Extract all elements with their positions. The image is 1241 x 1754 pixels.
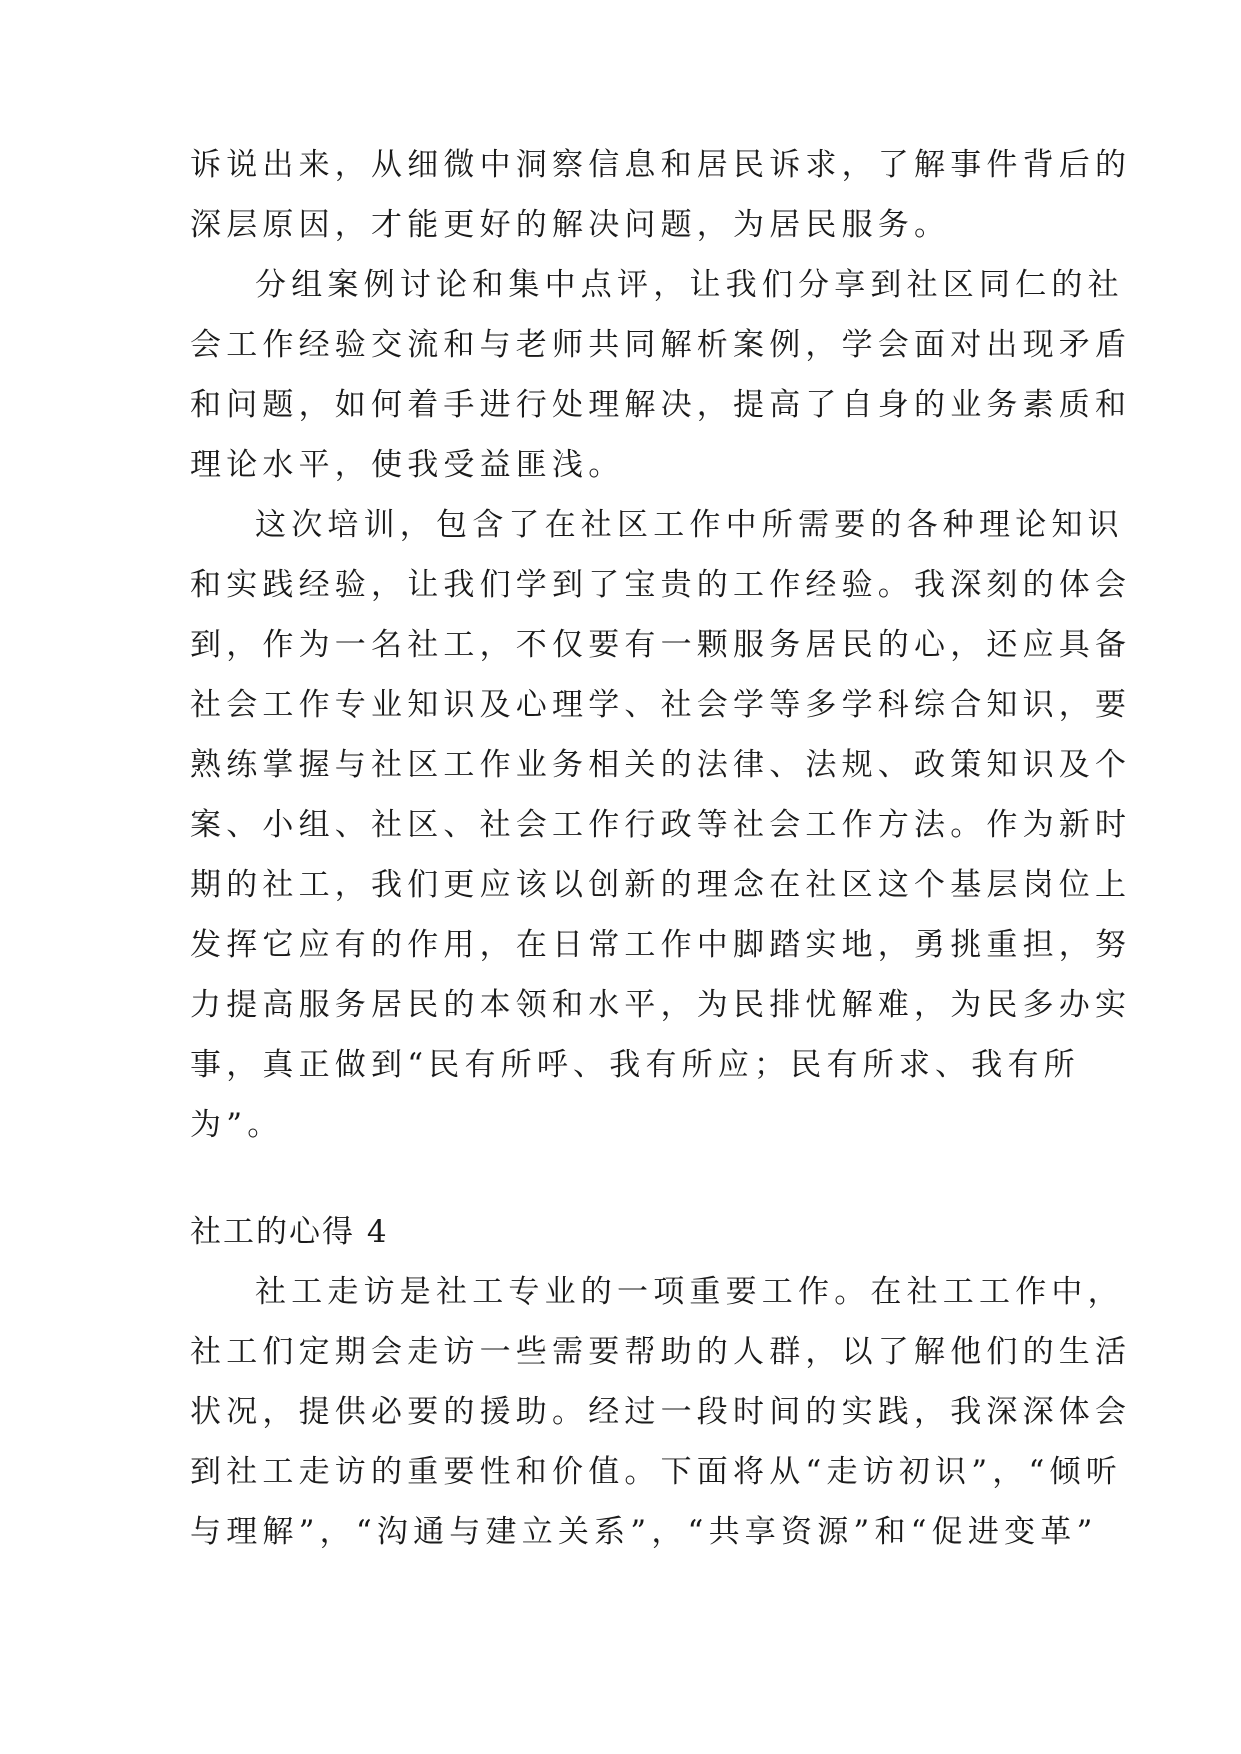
section-heading: 社工的心得 4 bbox=[190, 1214, 389, 1250]
text-line: 发挥它应有的作用，在日常工作中脚踏实地，勇挑重担，努 bbox=[190, 927, 1132, 963]
text-line: 与理解”，“沟通与建立关系”，“共享资源”和“促进变革” bbox=[190, 1514, 1098, 1550]
text-line: 熟练掌握与社区工作业务相关的法律、法规、政策知识及个 bbox=[190, 747, 1132, 783]
text-line: 为”。 bbox=[190, 1107, 284, 1143]
text-line: 状况，提供必要的援助。经过一段时间的实践，我深深体会 bbox=[190, 1394, 1132, 1430]
text-line: 会工作经验交流和与老师共同解析案例，学会面对出现矛盾 bbox=[190, 327, 1132, 363]
text-line: 社会工作专业知识及心理学、社会学等多学科综合知识，要 bbox=[190, 687, 1132, 723]
paragraph-first-line: 这次培训，包含了在社区工作中所需要的各种理论知识 bbox=[255, 507, 1124, 543]
text-line: 事，真正做到“民有所呼、我有所应；民有所求、我有所 bbox=[190, 1047, 1080, 1083]
text-line: 和问题，如何着手进行处理解决，提高了自身的业务素质和 bbox=[190, 387, 1132, 423]
paragraph-first-line: 社工走访是社工专业的一项重要工作。在社工工作中， bbox=[255, 1274, 1124, 1310]
text-line: 理论水平，使我受益匪浅。 bbox=[190, 447, 625, 483]
text-line: 和实践经验，让我们学到了宝贵的工作经验。我深刻的体会 bbox=[190, 567, 1132, 603]
text-line: 深层原因，才能更好的解决问题，为居民服务。 bbox=[190, 207, 951, 243]
text-line: 期的社工，我们更应该以创新的理念在社区这个基层岗位上 bbox=[190, 867, 1132, 903]
text-line: 社工们定期会走访一些需要帮助的人群，以了解他们的生活 bbox=[190, 1334, 1132, 1370]
text-line: 到社工走访的重要性和价值。下面将从“走访初识”，“倾听 bbox=[190, 1454, 1122, 1490]
text-line: 诉说出来，从细微中洞察信息和居民诉求，了解事件背后的 bbox=[190, 147, 1132, 183]
text-line: 到，作为一名社工，不仅要有一颗服务居民的心，还应具备 bbox=[190, 627, 1132, 663]
paragraph-first-line: 分组案例讨论和集中点评，让我们分享到社区同仁的社 bbox=[255, 267, 1124, 303]
text-line: 案、小组、社区、社会工作行政等社会工作方法。作为新时 bbox=[190, 807, 1132, 843]
text-line: 力提高服务居民的本领和水平，为民排忧解难，为民多办实 bbox=[190, 987, 1132, 1023]
